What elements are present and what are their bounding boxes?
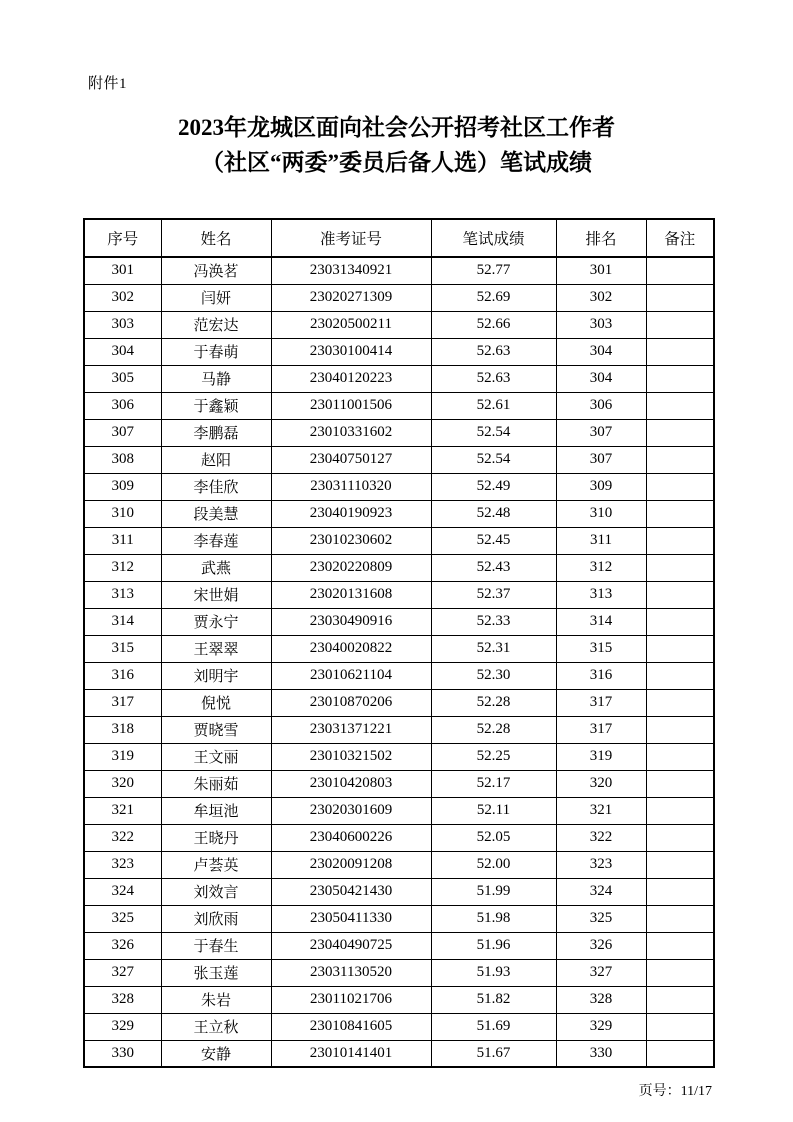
table-cell: 326	[556, 932, 646, 959]
table-cell: 52.43	[431, 554, 556, 581]
table-row	[84, 257, 714, 284]
column-header: 准考证号	[271, 219, 431, 257]
table-cell: 326	[84, 932, 161, 959]
page-number-label: 页号：11/17	[638, 1084, 712, 1099]
table-cell: 卢荟英	[161, 851, 271, 878]
table-cell: 301	[84, 257, 161, 284]
table-cell: 304	[84, 338, 161, 365]
table-cell	[646, 959, 714, 986]
table-cell: 311	[84, 527, 161, 554]
table-cell: 323	[84, 851, 161, 878]
table-cell: 328	[556, 986, 646, 1013]
table-row	[84, 662, 714, 689]
table-cell: 冯涣茗	[161, 257, 271, 284]
table-cell: 322	[84, 824, 161, 851]
table-cell: 23010230602	[271, 527, 431, 554]
table-row	[84, 338, 714, 365]
table-cell: 301	[556, 257, 646, 284]
table-cell: 52.49	[431, 473, 556, 500]
table-cell	[646, 338, 714, 365]
table-cell: 23020301609	[271, 797, 431, 824]
table-cell: 302	[556, 284, 646, 311]
table-row	[84, 365, 714, 392]
table-cell: 310	[556, 500, 646, 527]
table-cell: 52.77	[431, 257, 556, 284]
table-cell: 23020220809	[271, 554, 431, 581]
table-cell	[646, 554, 714, 581]
table-cell: 307	[556, 419, 646, 446]
table-row	[84, 392, 714, 419]
table-row	[84, 932, 714, 959]
table-cell: 贾晓雪	[161, 716, 271, 743]
table-cell: 马静	[161, 365, 271, 392]
table-cell: 23011001506	[271, 392, 431, 419]
table-cell: 牟垣池	[161, 797, 271, 824]
table-cell: 张玉莲	[161, 959, 271, 986]
table-cell: 51.82	[431, 986, 556, 1013]
table-cell: 52.11	[431, 797, 556, 824]
table-row	[84, 419, 714, 446]
table-cell: 315	[84, 635, 161, 662]
table-cell: 于鑫颖	[161, 392, 271, 419]
table-cell: 52.37	[431, 581, 556, 608]
table-cell: 23040490725	[271, 932, 431, 959]
table-cell: 319	[84, 743, 161, 770]
table-cell: 317	[556, 689, 646, 716]
table-cell: 52.66	[431, 311, 556, 338]
table-cell: 321	[84, 797, 161, 824]
table-cell: 323	[556, 851, 646, 878]
table-cell: 306	[556, 392, 646, 419]
table-cell: 23010621104	[271, 662, 431, 689]
table-cell: 320	[556, 770, 646, 797]
table-cell: 23040600226	[271, 824, 431, 851]
table-cell: 329	[84, 1013, 161, 1040]
table-row	[84, 959, 714, 986]
table-cell: 304	[556, 365, 646, 392]
table-cell	[646, 824, 714, 851]
table-row	[84, 1040, 714, 1067]
table-cell	[646, 500, 714, 527]
table-cell: 309	[84, 473, 161, 500]
table-cell: 52.28	[431, 689, 556, 716]
table-cell	[646, 986, 714, 1013]
table-cell: 52.28	[431, 716, 556, 743]
table-cell: 安静	[161, 1040, 271, 1067]
attachment-label: 附件1	[88, 76, 128, 92]
table-cell	[646, 446, 714, 473]
table-cell: 317	[556, 716, 646, 743]
table-cell: 52.00	[431, 851, 556, 878]
table-cell: 52.17	[431, 770, 556, 797]
column-header: 笔试成绩	[431, 219, 556, 257]
table-cell	[646, 365, 714, 392]
table-cell: 赵阳	[161, 446, 271, 473]
table-cell	[646, 797, 714, 824]
table-cell	[646, 608, 714, 635]
table-cell: 312	[556, 554, 646, 581]
table-cell: 23050421430	[271, 878, 431, 905]
table-cell: 51.93	[431, 959, 556, 986]
column-header: 序号	[84, 219, 161, 257]
table-cell: 320	[84, 770, 161, 797]
table-cell: 307	[84, 419, 161, 446]
table-cell: 23010870206	[271, 689, 431, 716]
table-cell: 313	[556, 581, 646, 608]
table-cell: 316	[556, 662, 646, 689]
table-cell: 52.31	[431, 635, 556, 662]
table-cell: 武燕	[161, 554, 271, 581]
table-cell: 王立秋	[161, 1013, 271, 1040]
table-cell: 303	[556, 311, 646, 338]
table-cell: 328	[84, 986, 161, 1013]
table-cell	[646, 635, 714, 662]
table-cell: 李春莲	[161, 527, 271, 554]
table-cell: 312	[84, 554, 161, 581]
table-cell: 23031130520	[271, 959, 431, 986]
table-cell: 王文丽	[161, 743, 271, 770]
table-cell: 王翠翠	[161, 635, 271, 662]
column-header: 备注	[646, 219, 714, 257]
table-cell: 23011021706	[271, 986, 431, 1013]
table-cell: 302	[84, 284, 161, 311]
table-cell: 23040120223	[271, 365, 431, 392]
table-header-row	[84, 219, 714, 257]
table-cell: 刘明宇	[161, 662, 271, 689]
table-cell	[646, 689, 714, 716]
table-cell: 刘欣雨	[161, 905, 271, 932]
table-cell: 303	[84, 311, 161, 338]
table-body	[84, 257, 714, 1067]
table-cell: 52.54	[431, 446, 556, 473]
table-row	[84, 311, 714, 338]
table-cell: 51.98	[431, 905, 556, 932]
table-cell	[646, 851, 714, 878]
table-cell: 305	[84, 365, 161, 392]
table-cell: 倪悦	[161, 689, 271, 716]
table-cell: 316	[84, 662, 161, 689]
table-cell	[646, 716, 714, 743]
table-cell: 321	[556, 797, 646, 824]
table-row	[84, 716, 714, 743]
table-row	[84, 905, 714, 932]
table-cell: 王晓丹	[161, 824, 271, 851]
table-cell: 318	[84, 716, 161, 743]
table-cell: 刘效言	[161, 878, 271, 905]
table-cell	[646, 932, 714, 959]
table-row	[84, 689, 714, 716]
table-cell: 朱丽茹	[161, 770, 271, 797]
table-cell	[646, 284, 714, 311]
table-cell: 23020271309	[271, 284, 431, 311]
table-row	[84, 554, 714, 581]
table-cell: 52.63	[431, 365, 556, 392]
table-cell: 23010331602	[271, 419, 431, 446]
table-cell: 52.48	[431, 500, 556, 527]
table-cell: 327	[84, 959, 161, 986]
table-cell: 李鹏磊	[161, 419, 271, 446]
table-cell: 51.96	[431, 932, 556, 959]
table-cell: 322	[556, 824, 646, 851]
table-cell: 325	[556, 905, 646, 932]
table-row	[84, 446, 714, 473]
table-cell: 52.45	[431, 527, 556, 554]
table-row	[84, 1013, 714, 1040]
table-cell	[646, 581, 714, 608]
table-cell: 51.67	[431, 1040, 556, 1067]
table-cell: 23030490916	[271, 608, 431, 635]
table-cell: 330	[556, 1040, 646, 1067]
table-cell	[646, 743, 714, 770]
table-cell	[646, 905, 714, 932]
table-cell: 23031371221	[271, 716, 431, 743]
table-cell: 317	[84, 689, 161, 716]
table-cell: 闫妍	[161, 284, 271, 311]
document-title-line1: 2023年龙城区面向社会公开招考社区工作者	[178, 115, 615, 140]
table-cell	[646, 419, 714, 446]
table-cell	[646, 1040, 714, 1067]
table-cell: 23050411330	[271, 905, 431, 932]
table-cell: 23010321502	[271, 743, 431, 770]
table-cell: 52.54	[431, 419, 556, 446]
table-row	[84, 986, 714, 1013]
table-cell: 朱岩	[161, 986, 271, 1013]
table-row	[84, 770, 714, 797]
table-row	[84, 608, 714, 635]
table-cell: 309	[556, 473, 646, 500]
table-cell: 23031340921	[271, 257, 431, 284]
table-cell: 52.61	[431, 392, 556, 419]
table-cell: 311	[556, 527, 646, 554]
table-cell: 327	[556, 959, 646, 986]
column-header: 排名	[556, 219, 646, 257]
table-row	[84, 473, 714, 500]
table-cell: 于春萌	[161, 338, 271, 365]
table-row	[84, 878, 714, 905]
table-cell: 319	[556, 743, 646, 770]
table-cell: 李佳欣	[161, 473, 271, 500]
table-cell: 310	[84, 500, 161, 527]
table-cell	[646, 311, 714, 338]
column-header: 姓名	[161, 219, 271, 257]
table-cell: 52.30	[431, 662, 556, 689]
table-cell	[646, 878, 714, 905]
table-cell: 306	[84, 392, 161, 419]
table-row	[84, 797, 714, 824]
table-cell: 329	[556, 1013, 646, 1040]
table-row	[84, 824, 714, 851]
table-cell: 范宏达	[161, 311, 271, 338]
table-cell: 贾永宁	[161, 608, 271, 635]
table-cell: 23031110320	[271, 473, 431, 500]
table-row	[84, 581, 714, 608]
table-cell: 宋世娟	[161, 581, 271, 608]
document-title	[0, 110, 793, 180]
table-cell: 段美慧	[161, 500, 271, 527]
table-cell: 52.05	[431, 824, 556, 851]
table-cell: 324	[556, 878, 646, 905]
table-cell: 315	[556, 635, 646, 662]
table-cell	[646, 662, 714, 689]
table-row	[84, 851, 714, 878]
table-cell	[646, 473, 714, 500]
table-row	[84, 284, 714, 311]
table-cell: 23040190923	[271, 500, 431, 527]
table-cell: 23020091208	[271, 851, 431, 878]
table-cell: 324	[84, 878, 161, 905]
table-cell: 304	[556, 338, 646, 365]
table-cell: 325	[84, 905, 161, 932]
table-cell: 52.33	[431, 608, 556, 635]
table-cell	[646, 770, 714, 797]
table-cell: 23010420803	[271, 770, 431, 797]
table-cell: 23010841605	[271, 1013, 431, 1040]
results-table	[83, 218, 715, 1068]
table-cell	[646, 257, 714, 284]
table-cell: 23020500211	[271, 311, 431, 338]
table-cell	[646, 392, 714, 419]
document-title-line2: （社区“两委”委员后备人选）笔试成绩	[201, 150, 592, 175]
table-row	[84, 743, 714, 770]
table-row	[84, 500, 714, 527]
table-cell: 51.69	[431, 1013, 556, 1040]
table-cell: 314	[556, 608, 646, 635]
table-cell: 330	[84, 1040, 161, 1067]
table-cell: 23010141401	[271, 1040, 431, 1067]
table-cell: 52.63	[431, 338, 556, 365]
table-cell: 52.25	[431, 743, 556, 770]
table-cell: 313	[84, 581, 161, 608]
table-row	[84, 527, 714, 554]
table-cell: 52.69	[431, 284, 556, 311]
table-cell	[646, 527, 714, 554]
table-row	[84, 635, 714, 662]
table-cell: 23040750127	[271, 446, 431, 473]
table-cell: 23020131608	[271, 581, 431, 608]
table-cell: 307	[556, 446, 646, 473]
table-cell: 23030100414	[271, 338, 431, 365]
table-cell	[646, 1013, 714, 1040]
table-cell: 23040020822	[271, 635, 431, 662]
table-cell: 308	[84, 446, 161, 473]
table-cell: 于春生	[161, 932, 271, 959]
table-cell: 314	[84, 608, 161, 635]
table-cell: 51.99	[431, 878, 556, 905]
